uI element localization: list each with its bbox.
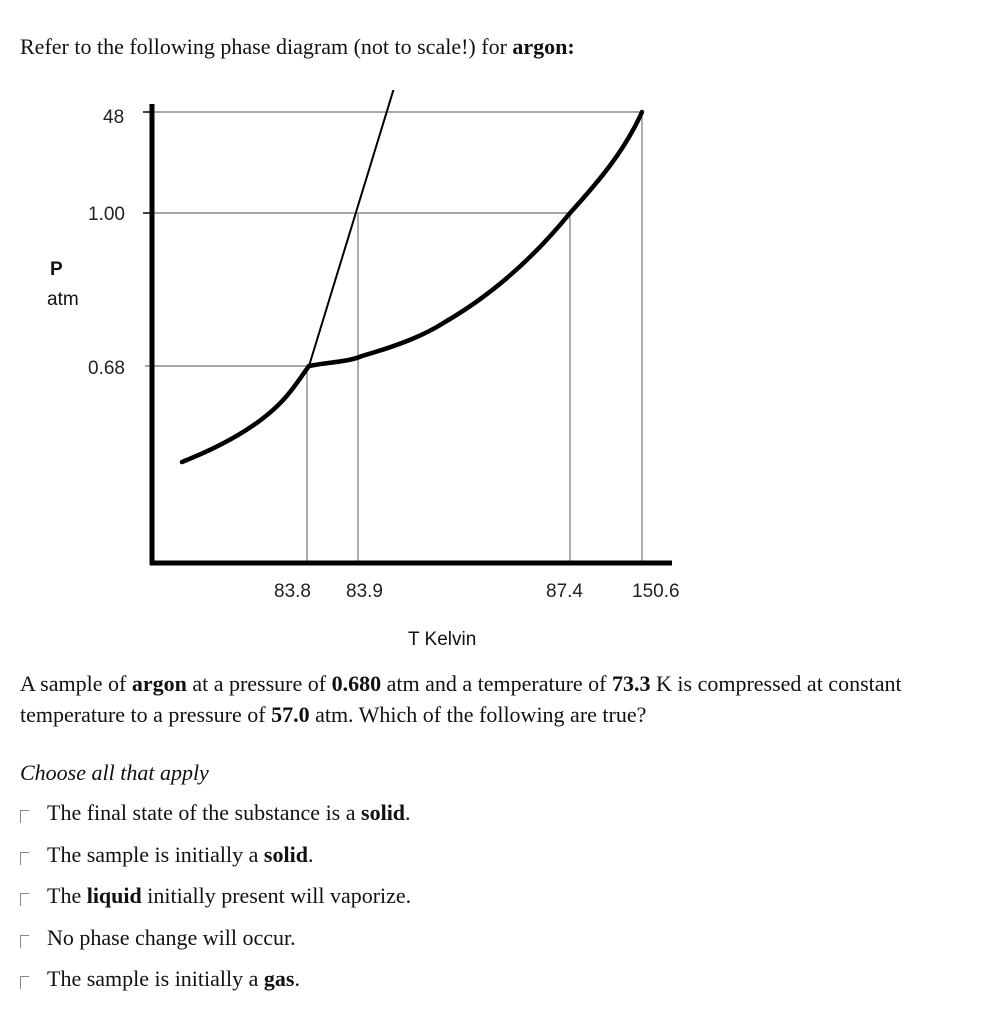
y-axis-label-unit: atm	[47, 289, 79, 310]
option-label	[47, 966, 300, 992]
option-text: No phase change will occur.	[47, 924, 296, 950]
intro-text	[20, 34, 575, 60]
option-text: .	[294, 966, 300, 991]
cropped-previous-text	[200, 0, 840, 6]
y-axis-label-p: P	[50, 259, 63, 280]
question-part: A sample of	[20, 671, 132, 696]
question-part: atm and a temperature of	[381, 671, 613, 696]
fusion-line	[309, 90, 398, 366]
question-part: at a pressure of	[186, 671, 332, 696]
checkbox[interactable]	[20, 976, 29, 989]
y-tick-label: 48	[103, 107, 125, 128]
intro-prefix: Refer to the following phase diagram (not to scale!) for	[20, 34, 513, 59]
choose-all-label: Choose all that apply	[20, 760, 209, 785]
option-text-bold: gas	[263, 966, 295, 991]
option-text: initially present will vaporize.	[141, 883, 412, 908]
checkbox[interactable]	[20, 810, 29, 823]
question-part: 0.680	[331, 671, 382, 696]
option-text-bold: liquid	[86, 883, 142, 908]
question-part: K is compressed at constant temperature to a pressure of	[20, 671, 902, 727]
answer-option[interactable]	[20, 925, 411, 967]
option-text: .	[405, 800, 411, 825]
intro-suffix: :	[567, 34, 575, 59]
question-text	[20, 668, 980, 730]
x-tick-label: 83.9	[346, 581, 383, 602]
question-part: argon	[131, 671, 187, 696]
option-text: The	[47, 883, 87, 908]
x-tick-label: 83.8	[274, 581, 311, 602]
option-text-bold: solid	[263, 841, 308, 867]
question-part: 73.3	[612, 671, 651, 696]
y-tick-label: 1.00	[88, 204, 125, 225]
checkbox[interactable]	[20, 852, 29, 865]
x-tick-label: 87.4	[546, 581, 583, 602]
intro-substance: argon	[512, 34, 568, 59]
option-text: The final state of the substance is a	[47, 800, 362, 825]
x-axis-label: T Kelvin	[408, 629, 477, 650]
question-part: atm. Which of the following are true?	[309, 702, 647, 727]
option-label	[47, 883, 411, 909]
answer-option[interactable]	[20, 966, 411, 1008]
option-label	[47, 800, 411, 826]
answer-option[interactable]	[20, 800, 411, 842]
phase-diagram	[0, 90, 1001, 650]
option-text-bold: solid	[361, 800, 406, 825]
vaporization-curve	[309, 112, 642, 366]
answer-option[interactable]	[20, 883, 411, 925]
question-part: 57.0	[271, 702, 310, 727]
option-label	[47, 925, 296, 951]
sublimation-curve	[182, 366, 309, 462]
checkbox[interactable]	[20, 893, 29, 906]
answer-options	[20, 800, 411, 1008]
x-tick-label: 150.6	[632, 581, 680, 602]
answer-option[interactable]	[20, 842, 411, 884]
y-tick-label: 0.68	[88, 358, 125, 379]
option-text: .	[307, 841, 314, 867]
option-label	[47, 842, 313, 868]
checkbox[interactable]	[20, 935, 29, 948]
option-text: The sample is initially a	[47, 966, 264, 991]
option-text: The sample is initially a	[47, 841, 264, 867]
